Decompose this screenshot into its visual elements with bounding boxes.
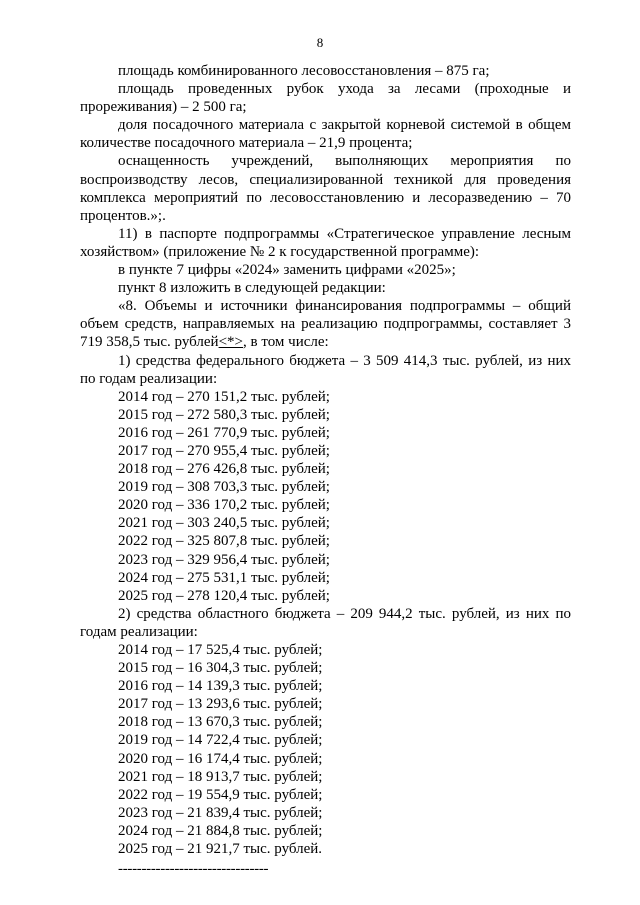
list-item: 2014 год – 17 525,4 тыс. рублей; — [118, 642, 323, 658]
federal-years-list — [80, 388, 571, 605]
list-item: 2025 год – 21 921,7 тыс. рублей. — [118, 841, 323, 858]
list-item: 2020 год – 336 170,2 тыс. рублей; — [118, 497, 330, 514]
section-8-tail: , в том числе: — [243, 334, 329, 351]
footnote-separator: -------------------------------- — [118, 861, 269, 878]
list-item: 2017 год – 13 293,6 тыс. рублей; — [118, 696, 323, 713]
list-item: 2019 год – 308 703,3 тыс. рублей; — [118, 479, 330, 496]
list-item: 2019 год – 14 722,4 тыс. рублей; — [118, 732, 323, 749]
list-item: 2021 год – 18 913,7 тыс. рублей; — [118, 768, 323, 785]
paragraph-equipment-level: оснащенность учреждений, выполняющих мероприятия по воспроизводству лесов, специализированной техникой для проведения комплекса мероприятий по лесовосстановлению и лесоразведению – 70 процентов.»;. — [80, 153, 571, 224]
federal-budget-heading: 1) средства федерального бюджета – 3 509 414,3 тыс. рублей, из них по годам реализации: — [80, 352, 571, 387]
list-item: 2023 год – 21 839,4 тыс. рублей; — [118, 804, 323, 821]
list-item: 2023 год – 329 956,4 тыс. рублей; — [118, 551, 330, 568]
list-item: 2024 год – 275 531,1 тыс. рублей; — [118, 569, 330, 586]
paragraph-item-11: 11) в паспорте подпрограммы «Стратегическое управление лесным хозяйством» (приложение № 2 к государственной программе): — [80, 225, 571, 260]
list-item: 2018 год – 276 426,8 тыс. рублей; — [118, 461, 330, 478]
list-item: 2015 год – 272 580,3 тыс. рублей; — [118, 406, 330, 423]
paragraph-thinning-area: площадь проведенных рубок ухода за лесами (проходные и прореживания) – 2 500 га; — [80, 81, 571, 116]
list-item: 2025 год – 278 120,4 тыс. рублей; — [118, 587, 330, 604]
paragraph-item-8-intro: пункт 8 изложить в следующей редакции: — [118, 280, 386, 297]
list-item: 2014 год – 270 151,2 тыс. рублей; — [118, 388, 330, 405]
list-item: 2022 год – 325 807,8 тыс. рублей; — [118, 533, 330, 550]
paragraph-seedling-share: доля посадочного материала с закрытой корневой системой в общем количестве посадочного материала – 21,9 процента; — [80, 117, 571, 152]
document-body — [80, 62, 571, 878]
section-8-text: «8. Объемы и источники финансирования подпрограммы – общий объем средств, направляемых на реализацию подпрограммы, составляет 3 719 358,5 тыс. рублей — [80, 298, 571, 351]
paragraph-item-7-change: в пункте 7 цифры «2024» заменить цифрами «2025»; — [118, 262, 456, 279]
paragraph-section-8 — [80, 297, 571, 351]
list-item: 2022 год – 19 554,9 тыс. рублей; — [118, 786, 323, 803]
list-item: 2017 год – 270 955,4 тыс. рублей; — [118, 442, 330, 459]
list-item: 2018 год – 13 670,3 тыс. рублей; — [118, 714, 323, 731]
paragraph-reforestation-area: площадь комбинированного лесовосстановления – 875 га; — [118, 63, 490, 79]
page-number: 8 — [316, 35, 324, 50]
list-item: 2016 год – 261 770,9 тыс. рублей; — [118, 424, 330, 441]
footnote-link[interactable]: <*> — [218, 334, 243, 351]
regional-years-list — [80, 641, 571, 858]
list-item: 2015 год – 16 304,3 тыс. рублей; — [118, 660, 323, 677]
list-item: 2024 год – 21 884,8 тыс. рублей; — [118, 822, 323, 839]
list-item: 2016 год – 14 139,3 тыс. рублей; — [118, 678, 323, 695]
regional-budget-heading: 2) средства областного бюджета – 209 944,2 тыс. рублей, из них по годам реализации: — [80, 605, 571, 640]
list-item: 2021 год – 303 240,5 тыс. рублей; — [118, 515, 330, 532]
list-item: 2020 год – 16 174,4 тыс. рублей; — [118, 750, 323, 767]
